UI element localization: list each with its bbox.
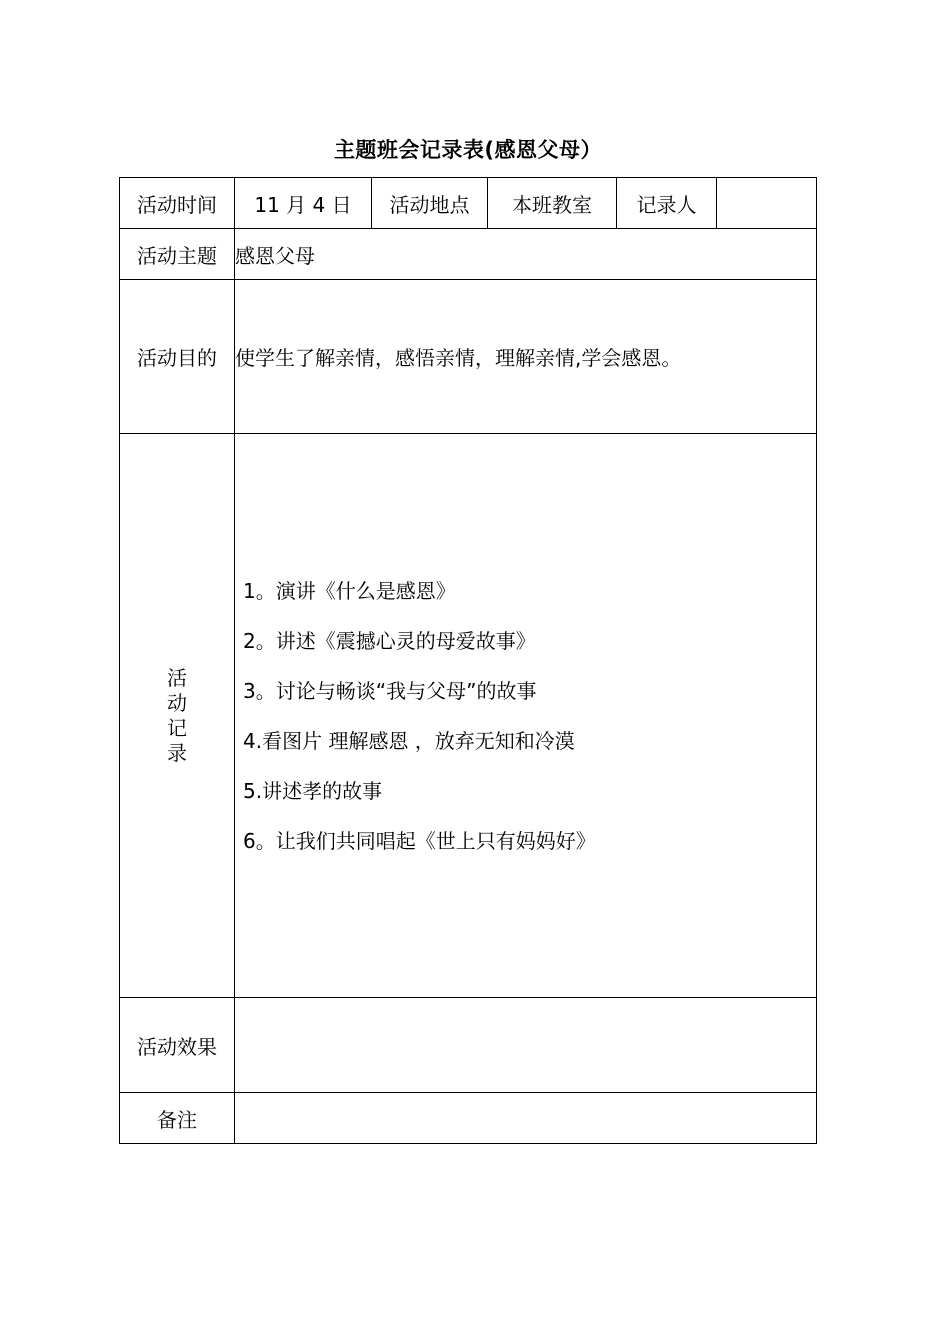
row-theme bbox=[120, 229, 817, 280]
row-effect bbox=[120, 998, 817, 1093]
list-item: 1。演讲《什么是感恩》 bbox=[243, 578, 456, 603]
records-content bbox=[235, 434, 817, 998]
row-records bbox=[120, 434, 817, 998]
list-item: 3。讨论与畅谈“我与父母”的故事 bbox=[243, 678, 537, 703]
theme-label: 活动主题 bbox=[120, 229, 235, 280]
recorder-value bbox=[717, 178, 817, 229]
records-list bbox=[235, 566, 816, 866]
theme-value: 感恩父母 bbox=[235, 229, 817, 280]
records-label-char: 动 bbox=[167, 690, 187, 715]
place-label: 活动地点 bbox=[372, 178, 488, 229]
record-table bbox=[119, 177, 817, 1144]
row-purpose bbox=[120, 280, 817, 434]
row-time-place bbox=[120, 178, 817, 229]
effect-value bbox=[235, 998, 817, 1093]
purpose-label: 活动目的 bbox=[120, 280, 235, 434]
list-item: 2。讲述《震撼心灵的母爱故事》 bbox=[243, 628, 536, 653]
records-label bbox=[120, 434, 235, 998]
effect-label: 活动效果 bbox=[120, 998, 235, 1093]
time-label: 活动时间 bbox=[120, 178, 235, 229]
row-remarks bbox=[120, 1093, 817, 1144]
recorder-label: 记录人 bbox=[617, 178, 717, 229]
remarks-label: 备注 bbox=[120, 1093, 235, 1144]
page-title: 主题班会记录表(感恩父母） bbox=[333, 138, 603, 162]
records-label-char: 活 bbox=[167, 665, 187, 690]
list-item: 5.讲述孝的故事 bbox=[243, 778, 383, 803]
time-value: 11 月 4 日 bbox=[235, 178, 372, 229]
records-label-char: 录 bbox=[167, 740, 187, 765]
list-item: 6。让我们共同唱起《世上只有妈妈好》 bbox=[243, 828, 596, 853]
records-label-char: 记 bbox=[167, 715, 187, 740]
purpose-value: 使学生了解亲情，感悟亲情，理解亲情,学会感恩。 bbox=[235, 280, 817, 434]
remarks-value bbox=[235, 1093, 817, 1144]
place-value: 本班教室 bbox=[488, 178, 617, 229]
list-item: 4.看图片 理解感恩 ，放弃无知和冷漠 bbox=[243, 728, 575, 753]
